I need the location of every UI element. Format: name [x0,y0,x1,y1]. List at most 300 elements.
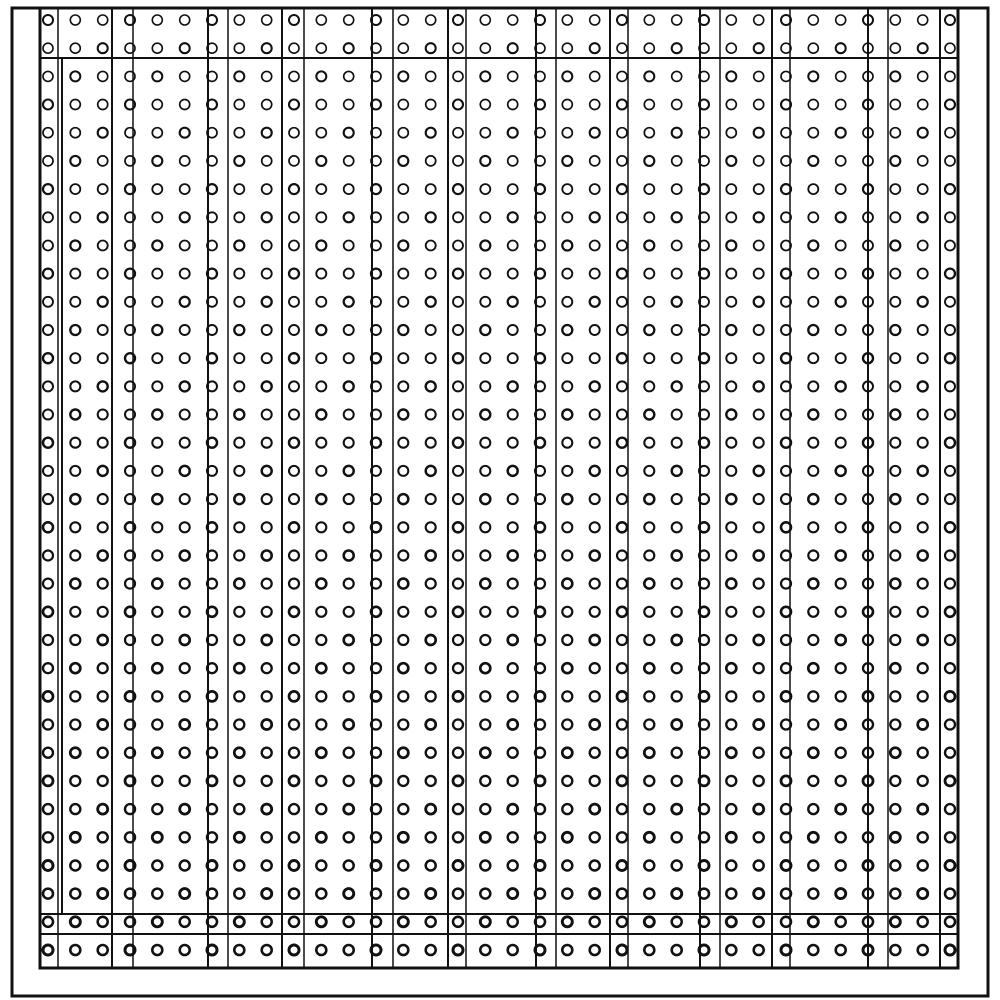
hole [918,410,928,420]
hole [726,241,736,251]
hole [672,438,682,448]
hole [562,551,572,561]
hole [808,748,818,758]
hole [644,184,654,194]
hole [316,776,326,786]
hole [453,776,463,786]
hole [43,438,53,448]
hole [508,438,518,448]
hole [398,100,408,110]
hole [945,861,955,871]
hole [836,212,846,222]
hole [644,551,654,561]
hole [918,804,928,814]
hole [918,43,928,53]
hole [152,945,162,955]
hole [180,100,190,110]
hole [918,381,928,391]
hole [480,43,490,53]
hole [426,804,436,814]
hole [918,945,928,955]
hole [644,663,654,673]
inner-frame [40,8,958,968]
hole [98,156,108,166]
hole [617,832,627,842]
hole [945,353,955,363]
hole [152,776,162,786]
hole [726,410,736,420]
hole [617,889,627,899]
hole [644,212,654,222]
hole [43,607,53,617]
hole [808,128,818,138]
hole [180,720,190,730]
hole [508,410,518,420]
hole [398,381,408,391]
hole [43,522,53,532]
hole [562,43,572,53]
hole [43,691,53,701]
hole [508,861,518,871]
hole [754,861,764,871]
hole [152,297,162,307]
hole [945,71,955,81]
hole [426,241,436,251]
hole [836,438,846,448]
hole [43,212,53,222]
hole [262,551,272,561]
hole [918,241,928,251]
hole [754,156,764,166]
hole [754,522,764,532]
hole [262,607,272,617]
hole [644,269,654,279]
hole [890,579,900,589]
hole [289,156,299,166]
hole [98,269,108,279]
hole [480,325,490,335]
horizontal-dividers [40,8,958,968]
hole [152,494,162,504]
hole [43,410,53,420]
hole [480,410,490,420]
hole [98,128,108,138]
hole [808,212,818,222]
hole [398,804,408,814]
hole [262,212,272,222]
hole [43,861,53,871]
hole [152,325,162,335]
hole [945,889,955,899]
hole [918,691,928,701]
hole [453,353,463,363]
hole [890,184,900,194]
hole [945,325,955,335]
hole [398,832,408,842]
hole [70,269,80,279]
hole [234,241,244,251]
hole [644,861,654,871]
hole [808,184,818,194]
hole [890,720,900,730]
hole [289,410,299,420]
hole [754,297,764,307]
hole [152,269,162,279]
hole [890,635,900,645]
hole [480,71,490,81]
hole [398,607,408,617]
hole [508,156,518,166]
hole [289,522,299,532]
hole [453,466,463,476]
hole [426,381,436,391]
hole [98,663,108,673]
hole [644,776,654,786]
hole [70,43,80,53]
hole [726,889,736,899]
hole [562,353,572,363]
hole [672,156,682,166]
hole [672,607,682,617]
hole [344,917,354,927]
hole [316,551,326,561]
hole [836,720,846,730]
hole [152,184,162,194]
hole [234,128,244,138]
hole [562,100,572,110]
hole [453,128,463,138]
hole [426,917,436,927]
hole [316,100,326,110]
hole [316,832,326,842]
hole [262,889,272,899]
hole [508,917,518,927]
hole [562,635,572,645]
hole [617,776,627,786]
hole [562,466,572,476]
hole [726,15,736,25]
hole [808,381,818,391]
hole [180,297,190,307]
hole [644,945,654,955]
hole [644,100,654,110]
hole [43,297,53,307]
hole [480,635,490,645]
hole [98,71,108,81]
hole [70,945,80,955]
hole [808,438,818,448]
hole [945,607,955,617]
hole [398,241,408,251]
hole [836,551,846,561]
hole [890,353,900,363]
hole [890,100,900,110]
hole [918,607,928,617]
hole [262,945,272,955]
hole [453,635,463,645]
hole [672,776,682,786]
hole [398,889,408,899]
hole [508,15,518,25]
hole [617,128,627,138]
hole [316,71,326,81]
hole [316,381,326,391]
hole [890,607,900,617]
hole [726,71,736,81]
hole [398,861,408,871]
hole [152,663,162,673]
hole [70,128,80,138]
hole [508,325,518,335]
hole [426,100,436,110]
hole [808,832,818,842]
hole [180,861,190,871]
hole [836,607,846,617]
hole [152,241,162,251]
hole [152,71,162,81]
hole [836,691,846,701]
hole [617,635,627,645]
hole [508,184,518,194]
hole [754,917,764,927]
hole [590,551,600,561]
hole [644,410,654,420]
hole [480,184,490,194]
hole [890,241,900,251]
hole [398,410,408,420]
hole [590,466,600,476]
hole [98,804,108,814]
hole [316,579,326,589]
hole [918,100,928,110]
hole [344,184,354,194]
hole [453,156,463,166]
hole [590,861,600,871]
hole [945,804,955,814]
hole [289,945,299,955]
hole [644,297,654,307]
hole [562,241,572,251]
hole [836,100,846,110]
hole [344,43,354,53]
hole [890,438,900,448]
hole [617,522,627,532]
hole [617,748,627,758]
hole [890,128,900,138]
hole [890,945,900,955]
hole [180,156,190,166]
hole [70,71,80,81]
hole [70,297,80,307]
hole [289,551,299,561]
hole [152,15,162,25]
hole [70,184,80,194]
hole [43,269,53,279]
hole [918,889,928,899]
hole [152,156,162,166]
hole [289,776,299,786]
hole [289,691,299,701]
hole [836,381,846,391]
hole [508,889,518,899]
hole [344,691,354,701]
hole [672,691,682,701]
hole [726,663,736,673]
hole [644,494,654,504]
hole [234,381,244,391]
hole [70,353,80,363]
hole [726,917,736,927]
hole [672,353,682,363]
hole [344,551,354,561]
hole [234,43,244,53]
hole [234,100,244,110]
hole [945,381,955,391]
hole [344,832,354,842]
hole [562,128,572,138]
hole [754,945,764,955]
hole [617,720,627,730]
hole [590,804,600,814]
hole [316,494,326,504]
hole [590,212,600,222]
hole [590,579,600,589]
hole [98,43,108,53]
hole [289,804,299,814]
hole [180,241,190,251]
hole [453,438,463,448]
hole [344,522,354,532]
hole [344,494,354,504]
hole [918,212,928,222]
hole [262,522,272,532]
hole [344,353,354,363]
hole [617,466,627,476]
hole [344,410,354,420]
hole [480,353,490,363]
hole [98,353,108,363]
hole [152,607,162,617]
hole [98,776,108,786]
hole [726,579,736,589]
hole [836,71,846,81]
hole [617,607,627,617]
hole [480,804,490,814]
hole [180,325,190,335]
hole [426,663,436,673]
hole [480,832,490,842]
hole [316,128,326,138]
hole [726,353,736,363]
hole [562,494,572,504]
hole [43,100,53,110]
hole [508,635,518,645]
hole [754,241,764,251]
hole [98,241,108,251]
hole [836,579,846,589]
hole-grid [43,15,955,955]
hole [562,720,572,730]
hole [644,720,654,730]
hole [398,776,408,786]
hole [152,128,162,138]
hole [426,353,436,363]
hole [426,635,436,645]
hole [836,522,846,532]
hole [836,184,846,194]
hole [726,522,736,532]
hole [262,381,272,391]
hole [70,100,80,110]
hole [836,635,846,645]
hole [562,607,572,617]
hole [234,297,244,307]
hole [289,71,299,81]
hole [672,241,682,251]
hole [43,776,53,786]
hole [508,128,518,138]
hole [316,945,326,955]
hole [344,241,354,251]
hole [644,353,654,363]
hole [98,212,108,222]
hole [562,776,572,786]
hole [289,917,299,927]
hole [180,438,190,448]
hole [836,15,846,25]
hole [398,184,408,194]
hole [180,43,190,53]
hole [508,663,518,673]
hole [672,635,682,645]
hole [918,269,928,279]
hole [562,71,572,81]
hole [754,635,764,645]
hole [890,410,900,420]
hole [289,466,299,476]
hole [316,917,326,927]
hole [945,100,955,110]
hole [453,381,463,391]
hole [480,15,490,25]
hole [508,353,518,363]
hole [316,297,326,307]
hole [726,325,736,335]
hole [754,212,764,222]
hole [398,663,408,673]
hole [644,917,654,927]
hole [43,748,53,758]
hole [945,43,955,53]
hole [344,663,354,673]
hole [43,579,53,589]
hole [836,466,846,476]
hole [754,889,764,899]
hole [70,522,80,532]
hole [480,776,490,786]
hole [617,579,627,589]
hole [98,720,108,730]
hole [344,100,354,110]
hole [836,494,846,504]
hole [808,494,818,504]
hole [918,353,928,363]
hole [808,861,818,871]
hole [152,522,162,532]
hole [234,720,244,730]
hole [152,551,162,561]
hole [644,71,654,81]
